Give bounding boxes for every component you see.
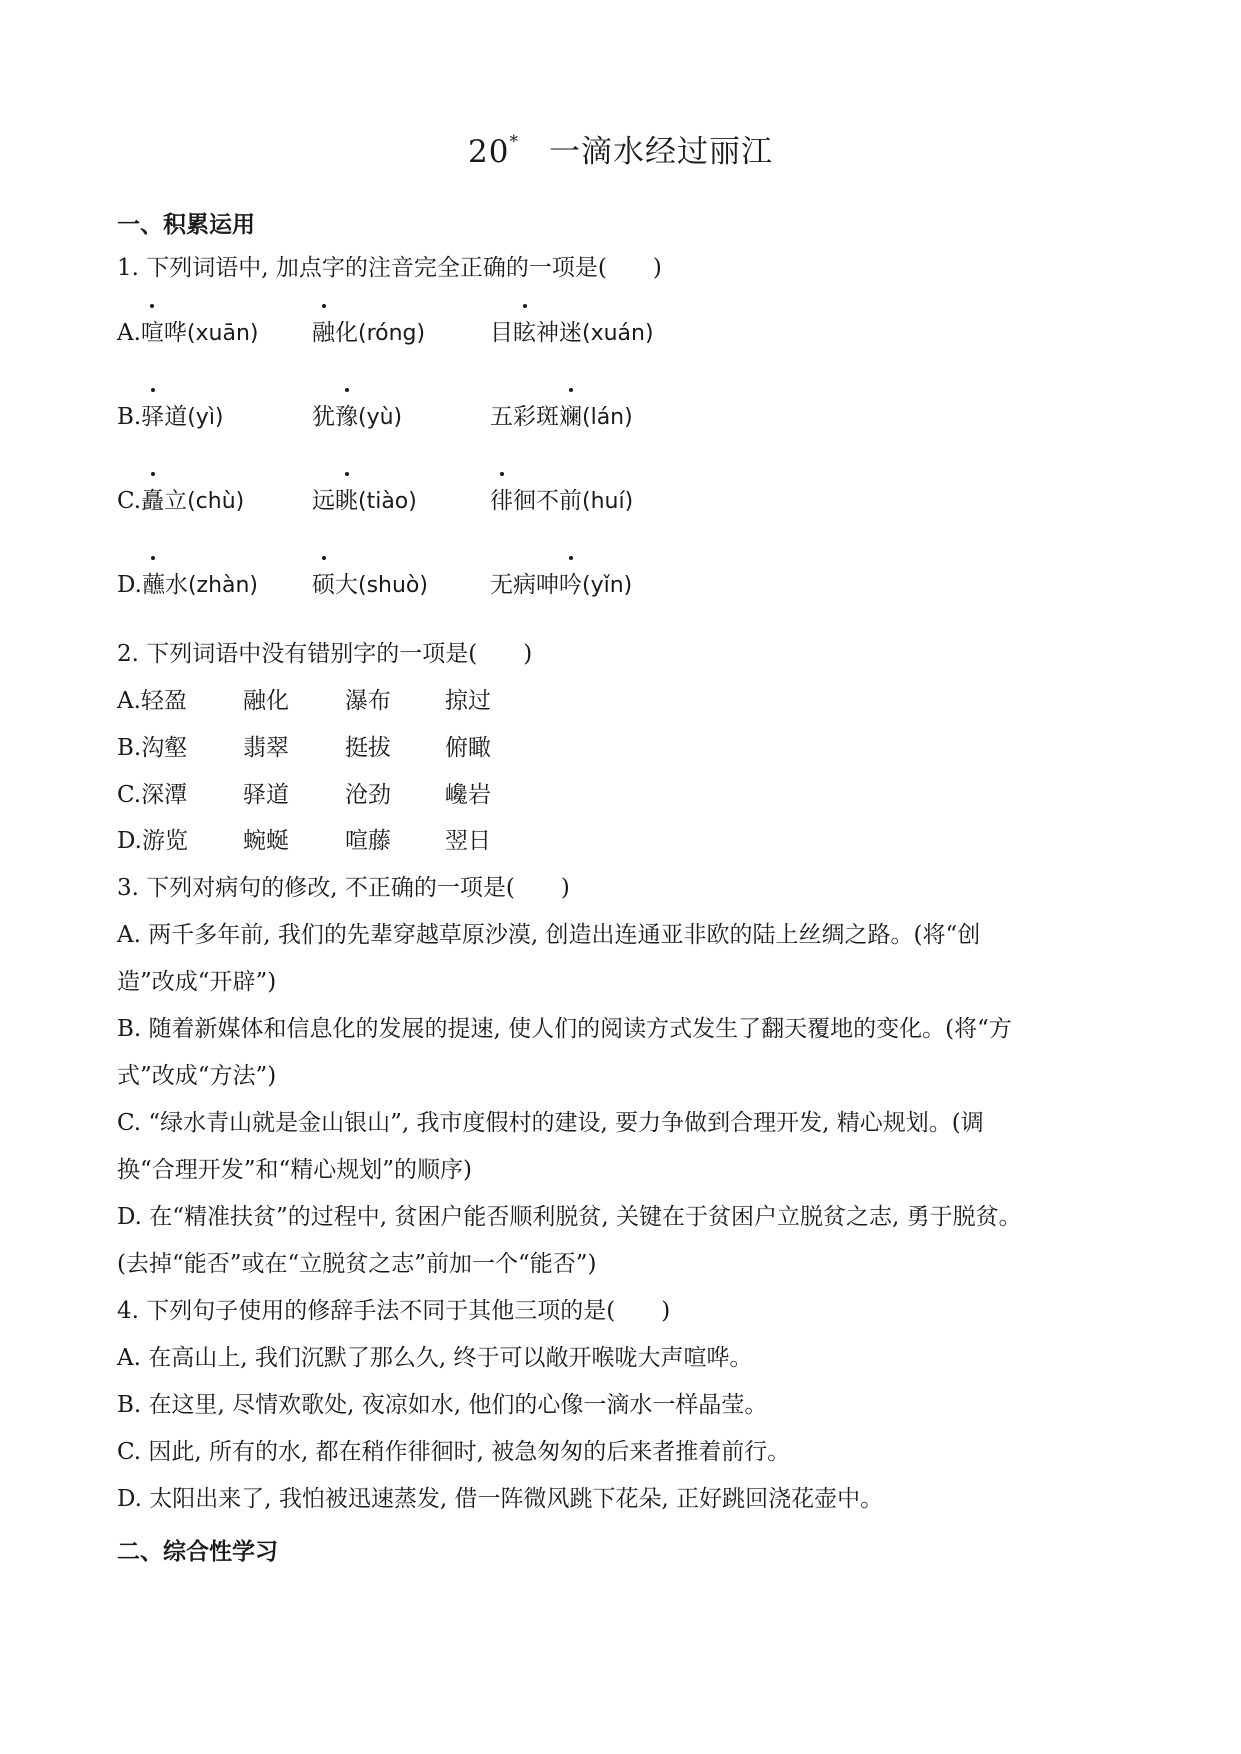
pinyin: (chù) xyxy=(187,489,245,514)
q4-option-a: A. 在高山上, 我们沉默了那么久, 终于可以敞开喉咙大声喧哗。 xyxy=(117,1345,753,1371)
word-text: 巉岩 xyxy=(445,782,491,808)
q1-option-a-item xyxy=(312,318,425,349)
q2-word xyxy=(243,733,289,763)
word-text: 融化 xyxy=(243,688,289,714)
q1-option-b-item xyxy=(490,402,633,433)
q1-option-b-item xyxy=(312,402,402,433)
q2-word xyxy=(345,826,391,856)
word-text: 瀑布 xyxy=(345,688,391,714)
q2-word xyxy=(117,780,187,810)
q2-word xyxy=(445,826,491,856)
pinyin: (xuān) xyxy=(186,321,259,346)
word-part: 大 xyxy=(335,572,358,598)
q3-option-text: A. 两千多年前, 我们的先辈穿越草原沙漠, 创造出连通亚非欧的陆上丝绸之路。(将“创 xyxy=(117,922,981,948)
section-heading-1: 一、积累运用 xyxy=(117,212,255,238)
word-part: 目 xyxy=(490,320,513,346)
dotted-character: 矗 xyxy=(141,488,165,514)
dotted-character: 融 xyxy=(312,320,335,346)
option-letter: C. xyxy=(117,488,142,514)
q1-option-a-item xyxy=(117,318,258,349)
lesson-title: 一滴水经过丽江 xyxy=(548,134,773,170)
q1-option-c-item xyxy=(490,486,633,517)
word-part: 远 xyxy=(312,488,335,514)
word-part: 立 xyxy=(164,488,188,514)
dotted-character: 蘸 xyxy=(141,572,165,598)
q2-word xyxy=(243,780,289,810)
dotted-character: 硕 xyxy=(312,572,335,598)
q3-option-text: 造”改成“开辟”) xyxy=(117,969,277,995)
word-part: 水 xyxy=(164,572,188,598)
word-part: 化 xyxy=(335,320,358,346)
dotted-character: 吟 xyxy=(559,572,582,598)
word-text: 轻盈 xyxy=(140,688,187,714)
word-part: 无病呻 xyxy=(490,572,559,598)
pinyin: (róng) xyxy=(358,321,426,346)
q3-option-text: 式”改成“方法”) xyxy=(117,1063,277,1089)
q2-word xyxy=(117,826,188,856)
dotted-character: 眺 xyxy=(335,488,358,514)
pinyin: (huí) xyxy=(582,489,634,514)
q4-stem: 4. 下列句子使用的修辞手法不同于其他三项的是( ) xyxy=(117,1298,671,1324)
pinyin: (yù) xyxy=(358,405,403,430)
q4-option-d: D. 太阳出来了, 我怕被迅速蒸发, 借一阵微风跳下花朵, 正好跳回浇花壶中。 xyxy=(117,1486,884,1512)
word-text: 沧劲 xyxy=(345,782,391,808)
dotted-character: 喧 xyxy=(140,320,164,346)
q2-word xyxy=(445,733,491,763)
dotted-character: 驿 xyxy=(141,404,165,430)
word-part: 徊不前 xyxy=(513,488,582,514)
q4-option-b: B. 在这里, 尽情欢歌处, 夜凉如水, 他们的心像一滴水一样晶莹。 xyxy=(117,1392,768,1418)
word-part: 神迷 xyxy=(536,320,582,346)
option-letter: B. xyxy=(117,404,142,430)
q2-word xyxy=(243,826,289,856)
q3-option-text: (去掉“能否”或在“立脱贫之志”前加一个“能否”) xyxy=(117,1251,597,1277)
lesson-number: 20 xyxy=(468,134,510,170)
dotted-character: 斓 xyxy=(559,404,582,430)
q2-word xyxy=(117,686,187,716)
page-title xyxy=(0,126,1241,171)
pinyin: (shuò) xyxy=(358,573,428,598)
q2-word xyxy=(117,733,187,763)
pinyin: (tiào) xyxy=(358,489,417,514)
q3-option-text: 换“合理开发”和“精心规划”的顺序) xyxy=(117,1157,473,1183)
pinyin: (zhàn) xyxy=(187,573,259,598)
q4-option-c: C. 因此, 所有的水, 都在稍作徘徊时, 被急匆匆的后来者推着前行。 xyxy=(117,1439,791,1465)
dotted-character: 眩 xyxy=(513,320,536,346)
q1-option-d-item xyxy=(490,570,632,601)
dotted-character: 徘 xyxy=(490,488,513,514)
q3-option-text: C. “绿水青山就是金山银山”, 我市度假村的建设, 要力争做到合理开发, 精心规划。(调 xyxy=(117,1110,984,1136)
word-part: 犹 xyxy=(312,404,335,430)
word-text: 喧藤 xyxy=(345,828,391,854)
word-text: 驿道 xyxy=(243,782,289,808)
word-part: 哗 xyxy=(163,320,187,346)
lesson-mark: * xyxy=(509,131,519,152)
section-heading-2: 二、综合性学习 xyxy=(117,1539,278,1565)
word-text: 翌日 xyxy=(445,828,491,854)
word-text: 翡翠 xyxy=(243,735,289,761)
q3-stem: 3. 下列对病句的修改, 不正确的一项是( ) xyxy=(117,875,570,901)
q2-word xyxy=(345,733,391,763)
q1-stem: 1. 下列词语中, 加点字的注音完全正确的一项是( ) xyxy=(117,255,662,281)
q1-option-a-item xyxy=(490,318,654,349)
option-letter: A. xyxy=(117,688,141,714)
word-part: 道 xyxy=(164,404,188,430)
q1-option-b-item xyxy=(117,402,224,433)
word-text: 俯瞰 xyxy=(445,735,491,761)
option-letter: D. xyxy=(117,828,142,854)
word-part: 五彩斑 xyxy=(490,404,559,430)
q2-word xyxy=(345,780,391,810)
q2-word xyxy=(345,686,391,716)
dotted-character: 豫 xyxy=(335,404,358,430)
pinyin: (yì) xyxy=(187,405,224,430)
q2-word xyxy=(243,686,289,716)
q3-option-text: D. 在“精准扶贫”的过程中, 贫困户能否顺利脱贫, 关键在于贫困户立脱贫之志, 勇于脱贫。 xyxy=(117,1204,1022,1230)
q1-option-d-item xyxy=(312,570,428,601)
pinyin: (xuán) xyxy=(582,321,654,346)
word-text: 挺拔 xyxy=(345,735,391,761)
q1-option-c-item xyxy=(117,486,244,517)
q2-stem: 2. 下列词语中没有错别字的一项是( ) xyxy=(117,641,533,667)
q2-word xyxy=(445,686,491,716)
word-text: 游览 xyxy=(141,828,188,854)
q3-option-text: B. 随着新媒体和信息化的发展的提速, 使人们的阅读方式发生了翻天覆地的变化。(将“方 xyxy=(117,1016,1012,1042)
word-text: 蜿蜒 xyxy=(243,828,289,854)
q2-word xyxy=(445,780,491,810)
word-text: 深潭 xyxy=(141,782,188,808)
option-letter: B. xyxy=(117,735,142,761)
word-text: 掠过 xyxy=(445,688,491,714)
q1-option-d-item xyxy=(117,570,258,601)
option-letter: D. xyxy=(117,572,142,598)
pinyin: (lán) xyxy=(582,405,633,430)
q1-option-c-item xyxy=(312,486,417,517)
pinyin: (yǐn) xyxy=(582,573,633,598)
word-text: 沟壑 xyxy=(141,735,188,761)
option-letter: A. xyxy=(117,320,141,346)
option-letter: C. xyxy=(117,782,142,808)
